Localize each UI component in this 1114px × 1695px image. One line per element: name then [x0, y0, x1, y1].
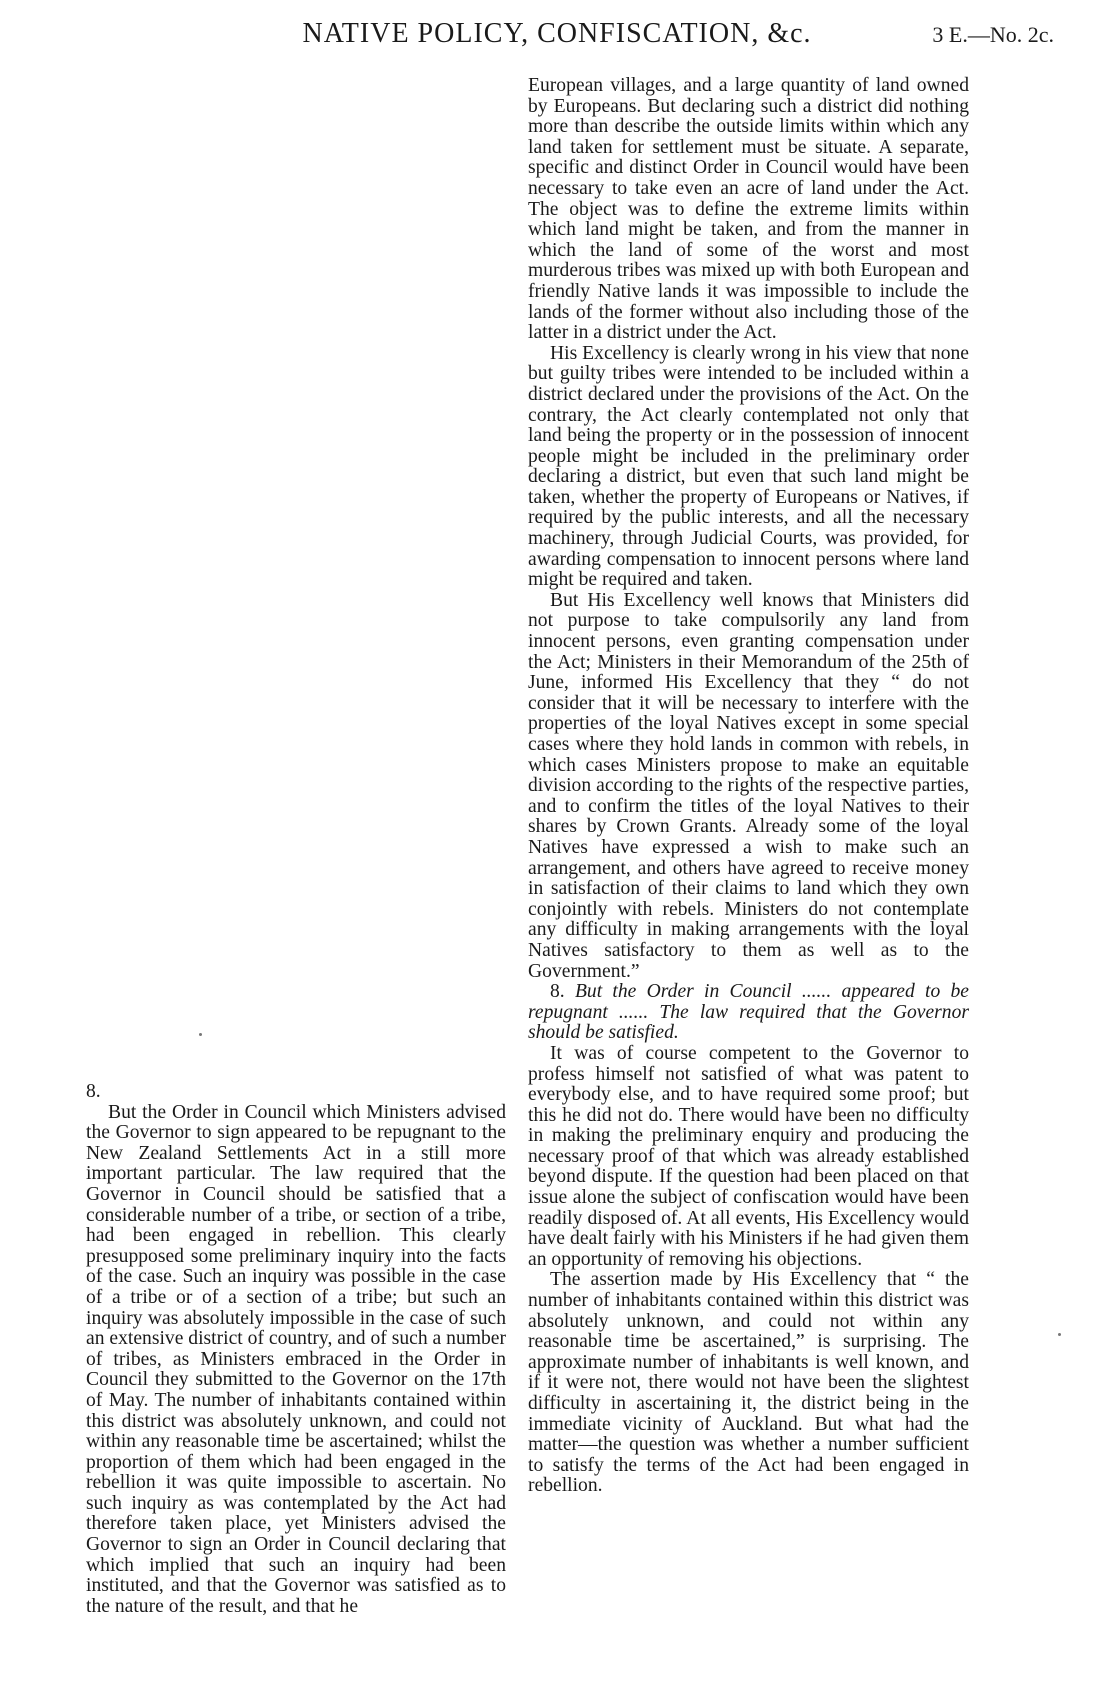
section-8-gloss-2: The law required that the Governor should be satisfied.	[528, 1001, 970, 1044]
section-8-gloss-1: But the Order in Council ...... appeared to be repugnant ......	[528, 981, 970, 1023]
right-paragraph-2: His Excellency is clearly wrong in his view that none but guilty tribes were intended to be included within a district declared under the provisions of the Act. On the contrary, the Act clearly contemplated not only that land being the property or in the possession of innocent people might be included in the preliminary order declaring a district, but even that such land might be taken, whether the property of Europeans or Natives, if required by the public interests, and all the necessary machinery, through Judicial Courts, was provided, for awarding compensation to innocent persons where land might be required and taken.	[528, 342, 969, 591]
page-title: NATIVE POLICY, CONFISCATION, &c.	[302, 18, 812, 49]
section-8-number: 8.	[550, 981, 565, 1003]
right-column	[528, 76, 969, 1497]
left-column	[86, 1082, 506, 1617]
scan-speck	[1058, 1333, 1061, 1336]
scan-speck	[199, 1033, 202, 1036]
section-8-heading	[528, 982, 969, 1044]
right-paragraph-5: The assertion made by His Excellency that “ the number of inhabitants contained within this district was absolutely unknown, and could not within any reasonable time be ascertained,” is surprising. The approximate number of inhabitants is well known, and if it were not, there would not have been the slightest difficulty in ascertaining it, the district being in the immediate vicinity of Auckland. But what had the matter—the question was whether a number sufficient to satisfy the terms of the Act had been engaged in rebellion.	[528, 1269, 969, 1497]
right-paragraph-1: European villages, and a large quantity of land owned by Europeans. But declaring such a district did nothing more than describe the outside limits within which any land taken for settlement must be situate. A separate, specific and distinct Order in Council would have been necessary to take even an acre of land under the Act. The object was to define the extreme limits within which land might be taken, and from the manner in which the land of some of the worst and most murderous tribes was mixed up with both European and friendly Native lands it was impossible to include the lands of the former without also including those of the latter in a district under the Act.	[528, 75, 969, 344]
right-paragraph-3: But His Excellency well knows that Ministers did not purpose to take compulsorily any land from innocent persons, even granting compensation under the Act; Ministers in their Memorandum of the 25th of June, informed His Excellency that they “ do not consider that it will be necessary to interfere with the properties of the loyal Natives except in some special cases where they hold lands in common with rebels, in which cases Ministers propose to make an equitable division according to the rights of the respective parties, and to confirm the titles of the loyal Natives to their shares by Crown Grants. Already some of the loyal Natives have expressed a wish to make such an arrangement, and others have agreed to receive money in satisfaction of their claims to land which they own conjointly with rebels. Ministers do not contemplate any difficulty in making arrangements with the loyal Natives satisfactory to them as well as to the Government.”	[528, 589, 969, 982]
left-section-number: 8.	[86, 1081, 101, 1102]
left-paragraph: But the Order in Council which Ministers advised the Governor to sign appeared to be repugnant to the New Zealand Settlements Act in a still more important particular. The law required that the Governor in Council should be satisfied that a considerable number of a tribe, or section of a tribe, had been engaged in rebellion. This clearly presupposed some preliminary inquiry into the facts of the case. Such an inquiry was possible in the case of a tribe or of a section of a tribe; but such an inquiry was absolutely impossible in the case of such an extensive district of country, and of such a number of tribes, as Ministers embraced in the Order in Council they submitted to the Governor on the 17th of May. The number of inhabitants contained within this district was absolutely unknown, and could not within any reasonable time be ascertained; whilst the proportion of them which had been engaged in the rebellion it was quite impossible to ascertain. No such inquiry as was contemplated by the Act had therefore taken place, yet Ministers advised the Governor to sign an Order in Council declaring that which implied that such an inquiry had been instituted, and that the Governor was satisfied as to the nature of the result, and that he	[86, 1101, 506, 1617]
right-paragraph-4: It was of course competent to the Governor to profess himself not satisfied of what was patent to everybody else, and to have required some proof; but this he did not do. There would have been no difficulty in making the preliminary enquiry and producing the necessary proof of that which was already established beyond dispute. If the question had been placed on that issue alone the subject of confiscation would have been readily disposed of. At all events, His Excellency would have dealt fairly with his Ministers if he had given them an opportunity of removing his objections.	[528, 1042, 969, 1270]
document-reference: 3 E.—No. 2c.	[932, 22, 1054, 47]
